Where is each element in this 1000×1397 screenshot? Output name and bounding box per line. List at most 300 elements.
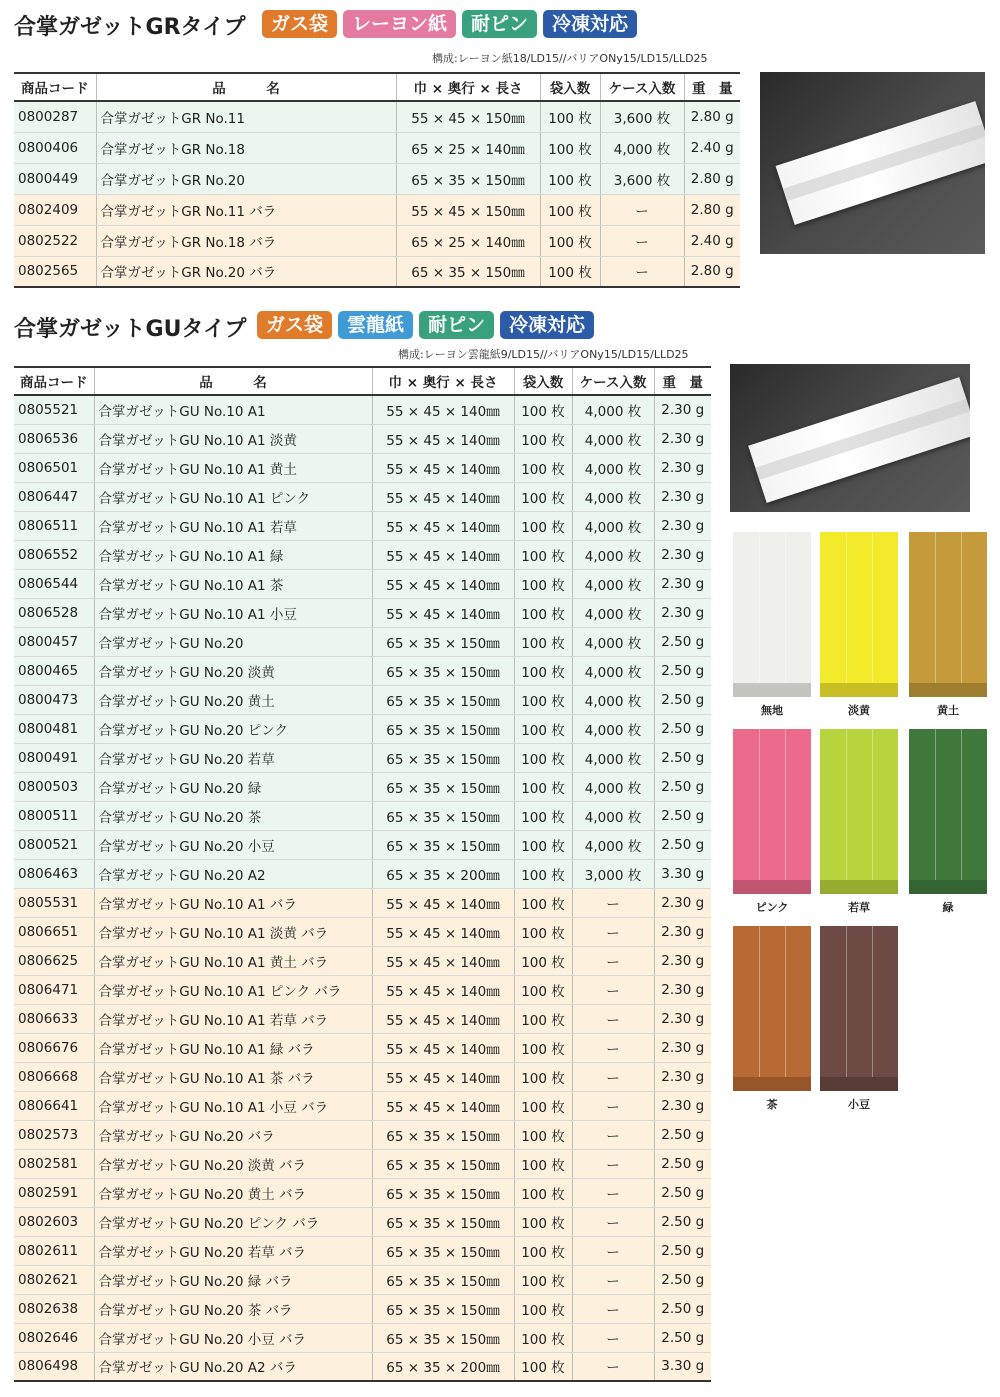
bag-quantity: 100 枚 [514,830,572,859]
bag-quantity: 100 枚 [514,1033,572,1062]
bag-quantity: 100 枚 [514,424,572,453]
product-weight: 2.30 g [654,946,711,975]
product-size: 65 × 35 × 200㎜ [372,859,514,888]
product-size: 55 × 45 × 140㎜ [372,511,514,540]
product-size: 55 × 45 × 140㎜ [372,888,514,917]
bag-quantity: 100 枚 [514,772,572,801]
product-weight: 2.30 g [654,482,711,511]
case-quantity: 4,000 枚 [572,598,654,627]
product-size: 55 × 45 × 140㎜ [372,1091,514,1120]
product-size: 55 × 45 × 140㎜ [372,1033,514,1062]
product-code: 0806511 [14,511,94,540]
badge-pin-resistant: 耐ピン [462,10,537,38]
bag-quantity: 100 枚 [514,453,572,482]
table-header-row [14,367,711,395]
product-name: 合掌ガゼットGR No.18 [96,132,396,163]
product-size: 65 × 35 × 150㎜ [372,1294,514,1323]
swatch-seam [785,532,786,683]
product-size: 55 × 45 × 140㎜ [372,598,514,627]
product-size: 55 × 45 × 140㎜ [372,424,514,453]
product-name: 合掌ガゼットGU No.20 淡黄 バラ [94,1149,372,1178]
product-code: 0806552 [14,540,94,569]
header-case-qty: ケース入数 [600,73,684,101]
table-row [14,132,740,163]
table-row [14,1178,711,1207]
product-size: 65 × 35 × 150㎜ [372,743,514,772]
product-size: 55 × 45 × 140㎜ [372,946,514,975]
product-size: 55 × 45 × 150㎜ [396,194,540,225]
product-name: 合掌ガゼットGU No.20 A2 バラ [94,1352,372,1381]
product-size: 65 × 35 × 150㎜ [372,1207,514,1236]
product-weight: 2.50 g [654,801,711,830]
swatch-seam [872,532,873,683]
badge-pin-resistant: 耐ピン [419,311,494,339]
product-name: 合掌ガゼットGU No.20 緑 [94,772,372,801]
swatch-seam [785,729,786,880]
bag-quantity: 100 枚 [514,1207,572,1236]
bag-quantity: 100 枚 [514,917,572,946]
table-row [14,1352,711,1381]
case-quantity: ー [572,1207,654,1236]
product-name: 合掌ガゼットGU No.10 A1 淡黄 [94,424,372,453]
product-name: 合掌ガゼットGU No.20 A2 [94,859,372,888]
product-size: 55 × 45 × 140㎜ [372,482,514,511]
table-row [14,1149,711,1178]
product-code: 0800503 [14,772,94,801]
product-code: 0806544 [14,569,94,598]
bag-quantity: 100 枚 [514,482,572,511]
product-code: 0802621 [14,1265,94,1294]
color-swatch [733,926,811,1091]
table-row [14,772,711,801]
case-quantity: ー [572,1265,654,1294]
product-size: 65 × 35 × 150㎜ [372,714,514,743]
table-row [14,917,711,946]
table-row [14,424,711,453]
swatch-label: 若草 [848,901,870,914]
product-size: 65 × 35 × 150㎜ [372,627,514,656]
swatch-seal-band [820,1077,898,1091]
bag-quantity: 100 枚 [514,511,572,540]
product-code: 0806501 [14,453,94,482]
product-name: 合掌ガゼットGU No.10 A1 バラ [94,888,372,917]
color-swatch [733,532,811,697]
product-size: 55 × 45 × 140㎜ [372,540,514,569]
bag-quantity: 100 枚 [514,395,572,424]
product-size: 65 × 35 × 150㎜ [372,801,514,830]
product-code: 0800465 [14,656,94,685]
product-photo-gu [730,364,970,512]
product-name: 合掌ガゼットGU No.20 緑 バラ [94,1265,372,1294]
case-quantity: ー [572,1352,654,1381]
product-code: 0800406 [14,132,96,163]
product-code: 0800521 [14,830,94,859]
color-swatch [909,532,987,697]
product-weight: 2.30 g [654,395,711,424]
table-row [14,598,711,627]
product-code: 0805521 [14,395,94,424]
swatch-seam [759,926,760,1077]
case-quantity: 3,600 枚 [600,163,684,194]
bag-quantity: 100 枚 [514,627,572,656]
product-name: 合掌ガゼットGU No.10 A1 小豆 バラ [94,1091,372,1120]
bag-quantity: 100 枚 [514,946,572,975]
case-quantity: ー [572,946,654,975]
bag-quantity: 100 枚 [514,656,572,685]
table-row [14,743,711,772]
product-weight: 2.80 g [684,101,740,132]
composition-gr: 構成:レーヨン紙18/LD15//バリアONy15/LD15/LLD25 [432,52,708,65]
product-size: 65 × 25 × 140㎜ [396,225,540,256]
swatch-seam [846,532,847,683]
product-name: 合掌ガゼットGU No.20 茶 [94,801,372,830]
product-size: 55 × 45 × 140㎜ [372,917,514,946]
table-row [14,1265,711,1294]
product-weight: 2.30 g [654,1004,711,1033]
product-name: 合掌ガゼットGU No.10 A1 [94,395,372,424]
product-name: 合掌ガゼットGU No.20 バラ [94,1120,372,1149]
bag-quantity: 100 枚 [514,1120,572,1149]
product-size: 55 × 45 × 140㎜ [372,975,514,1004]
product-code: 0806498 [14,1352,94,1381]
bag-quantity: 100 枚 [514,1352,572,1381]
table-row [14,1091,711,1120]
table-row [14,888,711,917]
product-weight: 2.30 g [654,1091,711,1120]
case-quantity: 4,000 枚 [572,627,654,656]
bag-quantity: 100 枚 [514,801,572,830]
product-size: 65 × 35 × 150㎜ [372,1236,514,1265]
color-swatch [820,729,898,894]
product-weight: 2.80 g [684,194,740,225]
badge-gas-bag: ガス袋 [262,10,337,38]
product-code: 0802522 [14,225,96,256]
case-quantity: ー [572,975,654,1004]
product-size: 55 × 45 × 140㎜ [372,569,514,598]
product-size: 65 × 35 × 150㎜ [396,163,540,194]
product-code: 0805531 [14,888,94,917]
product-weight: 2.30 g [654,1033,711,1062]
case-quantity: ー [572,1120,654,1149]
product-code: 0802565 [14,256,96,287]
header-bag-qty: 袋入数 [540,73,600,101]
swatch-label: 淡黄 [848,704,870,717]
product-name: 合掌ガゼットGU No.10 A1 茶 [94,569,372,598]
product-code: 0802611 [14,1236,94,1265]
swatch-seam [961,729,962,880]
bag-quantity: 100 枚 [514,540,572,569]
table-row [14,627,711,656]
bag-quantity: 100 枚 [514,743,572,772]
case-quantity: ー [572,917,654,946]
case-quantity: 4,000 枚 [572,830,654,859]
product-name: 合掌ガゼットGR No.11 [96,101,396,132]
product-size: 65 × 35 × 150㎜ [372,685,514,714]
table-row [14,975,711,1004]
table-row [14,1062,711,1091]
product-code: 0806471 [14,975,94,1004]
table-row [14,256,740,287]
product-name: 合掌ガゼットGR No.18 バラ [96,225,396,256]
case-quantity: ー [600,256,684,287]
product-code: 0806447 [14,482,94,511]
product-weight: 2.80 g [684,163,740,194]
product-size: 55 × 45 × 150㎜ [396,101,540,132]
product-code: 0802573 [14,1120,94,1149]
product-name: 合掌ガゼットGR No.20 [96,163,396,194]
bag-quantity: 100 枚 [514,1149,572,1178]
product-weight: 2.80 g [684,256,740,287]
bag-quantity: 100 枚 [540,256,600,287]
table-row [14,163,740,194]
product-size: 65 × 25 × 140㎜ [396,132,540,163]
product-size: 55 × 45 × 140㎜ [372,1062,514,1091]
case-quantity: 4,000 枚 [600,132,684,163]
product-weight: 2.50 g [654,1207,711,1236]
product-size: 65 × 35 × 150㎜ [396,256,540,287]
composition-gu: 構成:レーヨン雲龍紙9/LD15//バリアONy15/LD15/LLD25 [398,348,689,361]
swatch-seal-band [909,880,987,894]
product-name: 合掌ガゼットGU No.20 黄土 バラ [94,1178,372,1207]
case-quantity: ー [572,1236,654,1265]
case-quantity: 4,000 枚 [572,801,654,830]
product-name: 合掌ガゼットGU No.10 A1 ピンク [94,482,372,511]
table-row [14,1004,711,1033]
product-code: 0802603 [14,1207,94,1236]
table-row [14,946,711,975]
bag-quantity: 100 枚 [514,714,572,743]
product-name: 合掌ガゼットGU No.20 小豆 [94,830,372,859]
case-quantity: 4,000 枚 [572,714,654,743]
table-row [14,1236,711,1265]
product-code: 0800449 [14,163,96,194]
product-code: 0806676 [14,1033,94,1062]
header-case-qty: ケース入数 [572,367,654,395]
swatch-label: ピンク [755,901,789,914]
product-weight: 2.50 g [654,743,711,772]
product-weight: 2.50 g [654,830,711,859]
swatch-seam [872,926,873,1077]
bag-quantity: 100 枚 [514,1265,572,1294]
badge-rayon-paper: レーヨン紙 [343,10,456,38]
bag-quantity: 100 枚 [540,101,600,132]
case-quantity: ー [572,1004,654,1033]
product-size: 65 × 35 × 150㎜ [372,1178,514,1207]
color-swatch [820,532,898,697]
product-size: 65 × 35 × 150㎜ [372,830,514,859]
product-size: 55 × 45 × 140㎜ [372,453,514,482]
product-photo-gr [760,72,985,254]
swatch-seam [872,729,873,880]
product-weight: 2.50 g [654,656,711,685]
color-swatch [733,729,811,894]
case-quantity: 4,000 枚 [572,453,654,482]
swatch-seam [846,729,847,880]
product-weight: 2.50 g [654,627,711,656]
case-quantity: 4,000 枚 [572,540,654,569]
case-quantity: ー [572,1323,654,1352]
swatch-seal-band [820,683,898,697]
product-size: 65 × 35 × 200㎜ [372,1352,514,1381]
product-code: 0800511 [14,801,94,830]
product-weight: 2.50 g [654,1265,711,1294]
product-weight: 2.30 g [654,569,711,598]
header-weight: 重 量 [654,367,711,395]
badge-freezer-safe: 冷凍対応 [543,10,637,38]
product-code: 0800457 [14,627,94,656]
case-quantity: ー [572,1033,654,1062]
bag-quantity: 100 枚 [514,859,572,888]
product-weight: 2.50 g [654,1120,711,1149]
table-row [14,830,711,859]
color-swatch [909,729,987,894]
table-row [14,569,711,598]
product-weight: 2.50 g [654,714,711,743]
swatch-seam [961,532,962,683]
badge-freezer-safe: 冷凍対応 [500,311,594,339]
bag-quantity: 100 枚 [514,1294,572,1323]
header-name: 品 名 [96,73,396,101]
product-code: 0800491 [14,743,94,772]
table-row [14,395,711,424]
table-row [14,194,740,225]
product-weight: 2.50 g [654,1149,711,1178]
product-weight: 2.30 g [654,1062,711,1091]
badge-gas-bag: ガス袋 [257,311,332,339]
product-size: 55 × 45 × 140㎜ [372,395,514,424]
product-size: 65 × 35 × 150㎜ [372,772,514,801]
case-quantity: 4,000 枚 [572,656,654,685]
swatch-label: 緑 [942,901,954,914]
badge-group-gr [262,10,637,38]
table-row [14,801,711,830]
header-code: 商品コード [14,73,96,101]
table-row [14,1120,711,1149]
case-quantity: 4,000 枚 [572,511,654,540]
product-name: 合掌ガゼットGU No.20 ピンク [94,714,372,743]
bag-quantity: 100 枚 [514,1062,572,1091]
swatch-label: 茶 [766,1098,778,1111]
bag-quantity: 100 枚 [540,132,600,163]
product-table-gu [14,366,711,1382]
product-name: 合掌ガゼットGU No.10 A1 ピンク バラ [94,975,372,1004]
product-weight: 2.30 g [654,598,711,627]
swatch-seal-band [733,1077,811,1091]
product-code: 0802409 [14,194,96,225]
swatch-seal-band [733,880,811,894]
table-row [14,1033,711,1062]
swatch-seal-band [820,880,898,894]
product-name: 合掌ガゼットGR No.11 バラ [96,194,396,225]
case-quantity: ー [600,225,684,256]
product-name: 合掌ガゼットGU No.10 A1 淡黄 バラ [94,917,372,946]
table-row [14,859,711,888]
product-name: 合掌ガゼットGU No.20 小豆 バラ [94,1323,372,1352]
table-row [14,482,711,511]
case-quantity: ー [572,1062,654,1091]
product-weight: 2.40 g [684,225,740,256]
table-row [14,1294,711,1323]
product-code: 0800481 [14,714,94,743]
product-weight: 2.30 g [654,453,711,482]
badge-unryu-paper: 雲龍紙 [338,311,413,339]
case-quantity: 4,000 枚 [572,395,654,424]
product-name: 合掌ガゼットGU No.10 A1 小豆 [94,598,372,627]
gu-bag-image [748,377,970,503]
bag-quantity: 100 枚 [514,685,572,714]
product-table-gr [14,72,740,288]
case-quantity: 4,000 枚 [572,685,654,714]
table-row [14,540,711,569]
table-row [14,101,740,132]
product-name: 合掌ガゼットGR No.20 バラ [96,256,396,287]
product-weight: 2.50 g [654,685,711,714]
product-weight: 2.30 g [654,888,711,917]
product-name: 合掌ガゼットGU No.20 茶 バラ [94,1294,372,1323]
product-name: 合掌ガゼットGU No.10 A1 黄土 [94,453,372,482]
product-size: 55 × 45 × 140㎜ [372,1004,514,1033]
product-code: 0802591 [14,1178,94,1207]
case-quantity: 4,000 枚 [572,569,654,598]
case-quantity: ー [572,1178,654,1207]
product-name: 合掌ガゼットGU No.20 ピンク バラ [94,1207,372,1236]
bag-quantity: 100 枚 [514,569,572,598]
swatch-label: 無地 [761,704,783,717]
bag-quantity: 100 枚 [540,194,600,225]
product-weight: 2.30 g [654,540,711,569]
table-row [14,685,711,714]
product-code: 0802646 [14,1323,94,1352]
case-quantity: ー [572,1294,654,1323]
product-name: 合掌ガゼットGU No.10 A1 黄土 バラ [94,946,372,975]
color-swatch [820,926,898,1091]
product-name: 合掌ガゼットGU No.10 A1 茶 バラ [94,1062,372,1091]
header-bag-qty: 袋入数 [514,367,572,395]
product-weight: 2.30 g [654,975,711,1004]
product-weight: 2.50 g [654,1294,711,1323]
product-code: 0806641 [14,1091,94,1120]
swatch-seam [935,532,936,683]
section-title-gu: 合掌ガゼットGUタイプ [14,317,247,342]
product-name: 合掌ガゼットGU No.20 若草 [94,743,372,772]
table-row [14,225,740,256]
product-weight: 2.30 g [654,424,711,453]
table-header-row [14,73,740,101]
case-quantity: ー [572,888,654,917]
product-name: 合掌ガゼットGU No.10 A1 緑 バラ [94,1033,372,1062]
product-weight: 3.30 g [654,859,711,888]
case-quantity: 4,000 枚 [572,772,654,801]
product-code: 0800473 [14,685,94,714]
product-code: 0800287 [14,101,96,132]
product-size: 65 × 35 × 150㎜ [372,1120,514,1149]
case-quantity: ー [572,1149,654,1178]
product-name: 合掌ガゼットGU No.20 [94,627,372,656]
bag-quantity: 100 枚 [514,1178,572,1207]
product-size: 65 × 35 × 150㎜ [372,1149,514,1178]
product-code: 0806463 [14,859,94,888]
swatch-seam [759,532,760,683]
product-code: 0806633 [14,1004,94,1033]
case-quantity: 4,000 枚 [572,424,654,453]
case-quantity: ー [572,1091,654,1120]
swatch-label: 小豆 [848,1098,870,1111]
case-quantity: 4,000 枚 [572,743,654,772]
product-weight: 2.30 g [654,511,711,540]
product-code: 0806625 [14,946,94,975]
product-code: 0806536 [14,424,94,453]
swatch-seam [846,926,847,1077]
